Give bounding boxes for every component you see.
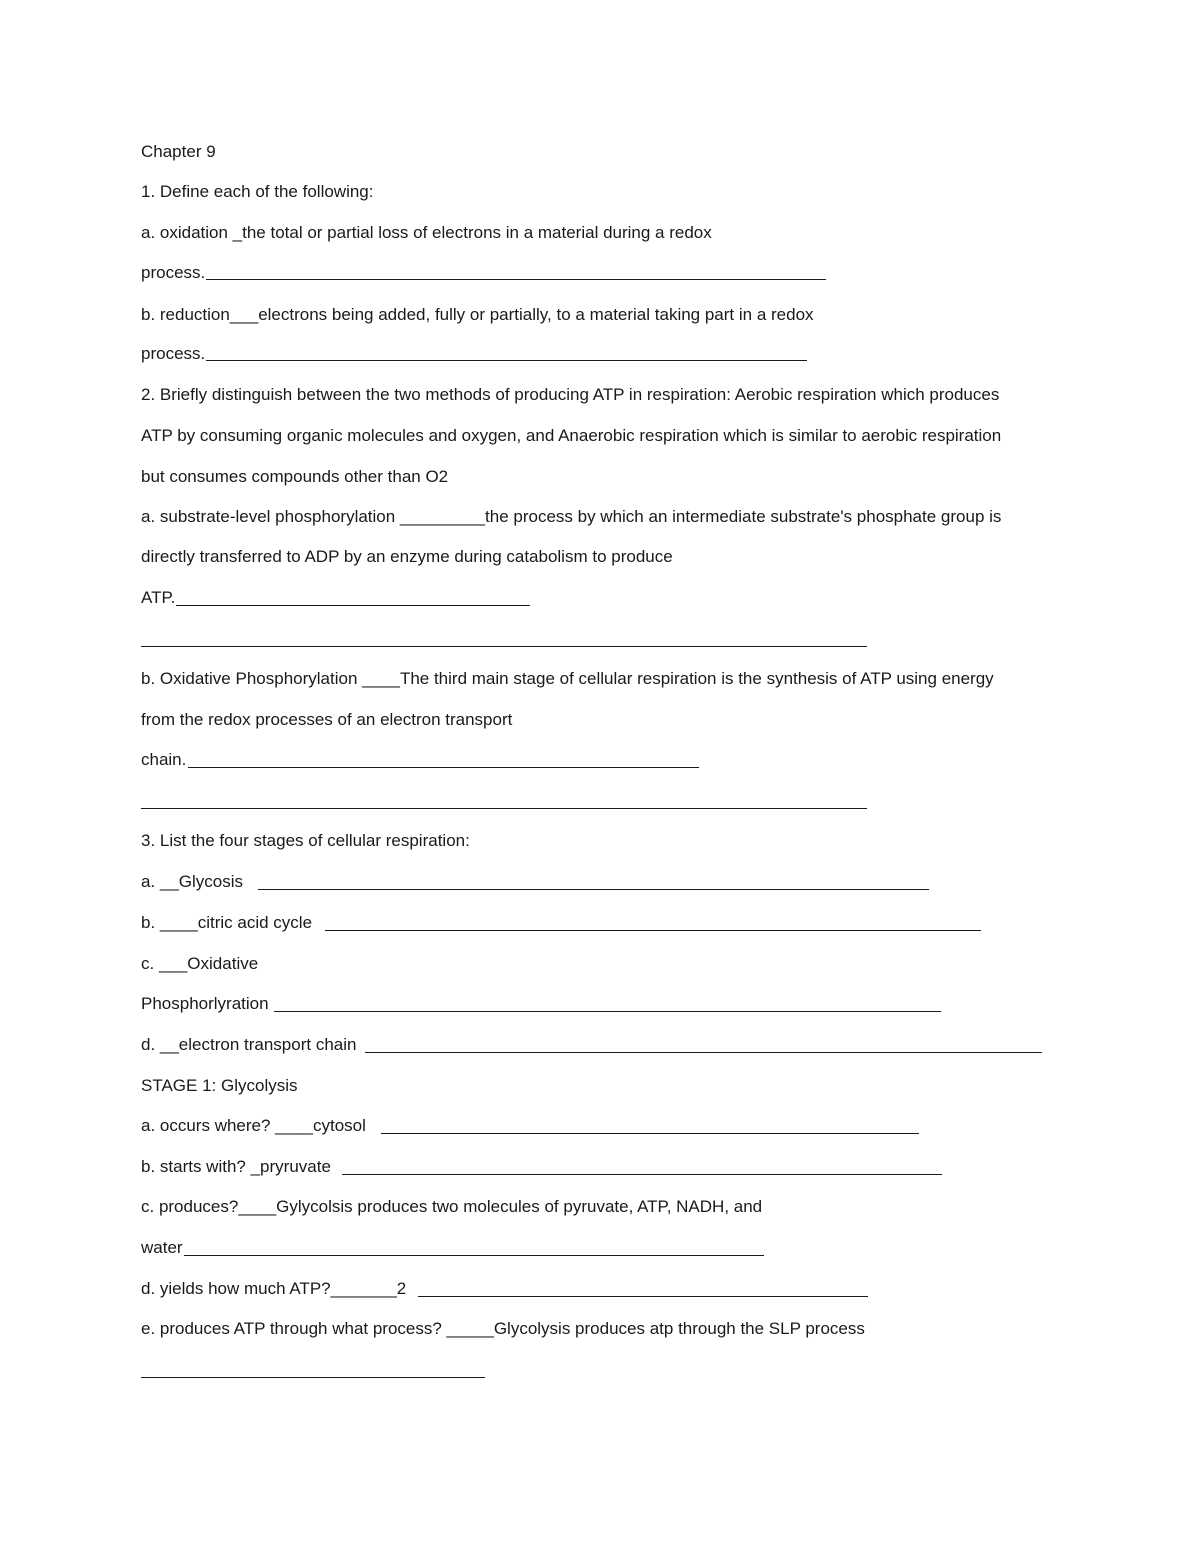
q2-prompt-line2: ATP by consuming organic molecules and oxygen, and Anaerobic respiration which is similar to aerobic respiration xyxy=(141,426,1002,445)
answer-rule xyxy=(342,1174,942,1175)
answer-rule xyxy=(188,767,699,768)
answer-rule xyxy=(206,360,807,361)
q1a-line1: a. oxidation _the total or partial loss of electrons in a material during a redox xyxy=(141,223,712,242)
q2a-line1: a. substrate-level phosphorylation _________the process by which an intermediate substrate's phosphate group is xyxy=(141,507,1002,526)
stage1-heading: STAGE 1: Glycolysis xyxy=(141,1076,298,1095)
q1-prompt: 1. Define each of the following: xyxy=(141,182,374,201)
q1a-line2: process. xyxy=(141,263,206,282)
q2b-line2: from the redox processes of an electron transport xyxy=(141,710,513,729)
q3c-line2: Phosphorlyration xyxy=(141,994,269,1013)
answer-rule xyxy=(258,889,929,890)
stage1-d: d. yields how much ATP?_______2 xyxy=(141,1279,407,1298)
answer-rule xyxy=(141,1377,485,1378)
q3-prompt: 3. List the four stages of cellular respiration: xyxy=(141,831,470,850)
stage1-e: e. produces ATP through what process? _____Glycolysis produces atp through the SLP process xyxy=(141,1319,865,1338)
answer-rule xyxy=(206,279,826,280)
q2b-line3: chain. xyxy=(141,750,187,769)
stage1-c-line1: c. produces?____Gylycolsis produces two molecules of pyruvate, ATP, NADH, and xyxy=(141,1197,763,1216)
q3d: d. __electron transport chain xyxy=(141,1035,357,1054)
answer-rule xyxy=(141,808,867,809)
stage1-c-line2: water xyxy=(141,1238,183,1257)
answer-rule xyxy=(274,1011,941,1012)
q3a: a. __Glycosis xyxy=(141,872,244,891)
q2-prompt-line3: but consumes compounds other than O2 xyxy=(141,467,449,486)
answer-rule xyxy=(381,1133,919,1134)
answer-rule xyxy=(365,1052,1042,1053)
q1b-line1: b. reduction___electrons being added, fully or partially, to a material taking part in a redox xyxy=(141,305,814,324)
q2a-line3: ATP. xyxy=(141,588,176,607)
answer-rule xyxy=(325,930,981,931)
q2a-line2: directly transferred to ADP by an enzyme during catabolism to produce xyxy=(141,547,673,566)
stage1-a: a. occurs where? ____cytosol xyxy=(141,1116,366,1135)
answer-rule xyxy=(184,1255,764,1256)
q3c-line1: c. ___Oxidative xyxy=(141,954,259,973)
chapter-title: Chapter 9 xyxy=(141,142,216,161)
q2b-line1: b. Oxidative Phosphorylation ____The third main stage of cellular respiration is the synthesis of ATP using energy xyxy=(141,669,994,688)
answer-rule xyxy=(176,605,530,606)
q3b: b. ____citric acid cycle xyxy=(141,913,313,932)
stage1-b: b. starts with? _pryruvate xyxy=(141,1157,331,1176)
answer-rule xyxy=(141,646,867,647)
q1b-line2: process. xyxy=(141,344,206,363)
answer-rule xyxy=(418,1296,868,1297)
q2-prompt-line1: 2. Briefly distinguish between the two methods of producing ATP in respiration: Aerobic respiration which produces xyxy=(141,385,1000,404)
